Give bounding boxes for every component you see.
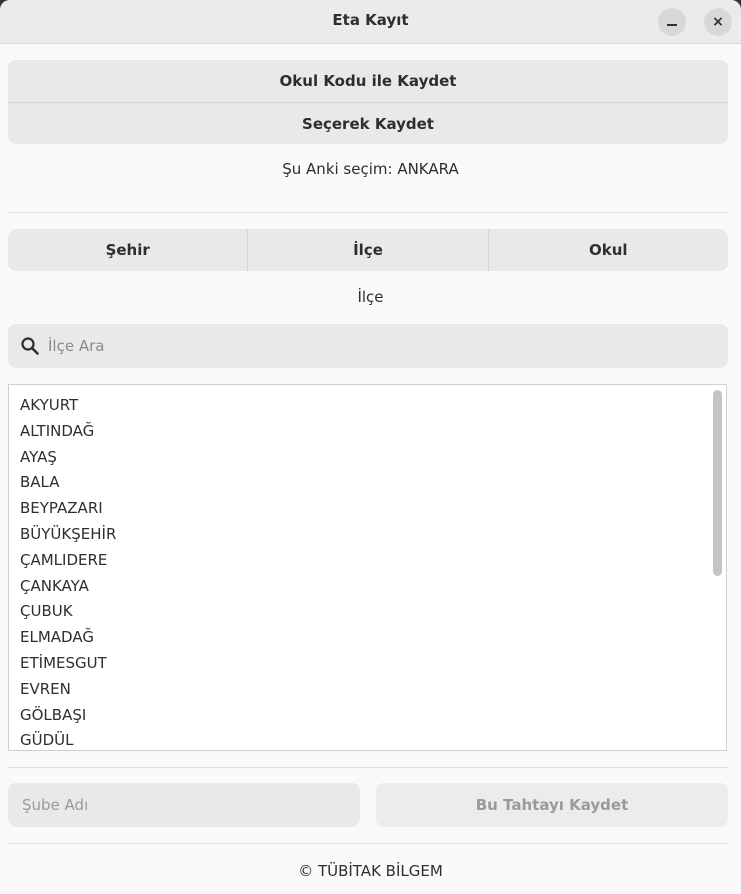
- branch-name-input[interactable]: [20, 795, 344, 815]
- close-icon: ×: [712, 14, 724, 30]
- list-item[interactable]: EVREN: [20, 679, 71, 698]
- list-item[interactable]: BALA: [20, 473, 60, 492]
- current-selection-text: Şu Anki seçim: ANKARA: [282, 160, 459, 178]
- close-button[interactable]: [704, 8, 732, 36]
- window-title: Eta Kayıt: [332, 11, 409, 29]
- list-item[interactable]: ÇANKAYA: [20, 576, 89, 595]
- footer-credit: © TÜBİTAK BİLGEM: [298, 862, 443, 880]
- tab-city[interactable]: Şehir: [105, 241, 150, 259]
- save-with-school-code-button[interactable]: Okul Kodu ile Kaydet: [279, 72, 457, 90]
- list-scrollbar[interactable]: [713, 390, 722, 576]
- selection-tabs: [8, 229, 728, 271]
- minimize-button[interactable]: [658, 8, 686, 36]
- list-item[interactable]: GÜDÜL: [20, 731, 74, 750]
- branch-name-field[interactable]: [8, 783, 360, 827]
- separator: [8, 212, 728, 213]
- list-item[interactable]: ÇUBUK: [20, 602, 73, 621]
- separator: [8, 843, 728, 844]
- list-item[interactable]: ETİMESGUT: [20, 653, 107, 672]
- list-item[interactable]: ELMADAĞ: [20, 628, 94, 647]
- list-item[interactable]: AKYURT: [20, 396, 79, 414]
- title-bar[interactable]: [0, 0, 741, 44]
- mode-button-group: [8, 60, 728, 144]
- save-by-selection-button[interactable]: Seçerek Kaydet: [8, 102, 728, 144]
- section-label: İlçe: [357, 288, 384, 306]
- tab-school[interactable]: Okul: [488, 229, 728, 271]
- district-list[interactable]: [8, 384, 727, 751]
- list-item[interactable]: ALTINDAĞ: [20, 421, 95, 440]
- district-search-input[interactable]: [46, 336, 690, 356]
- minimize-icon: [667, 24, 677, 26]
- separator: [8, 767, 728, 768]
- list-item[interactable]: ÇAMLIDERE: [20, 550, 108, 569]
- list-item[interactable]: BEYPAZARI: [20, 499, 103, 518]
- list-item[interactable]: GÖLBAŞI: [20, 705, 87, 724]
- list-item[interactable]: BÜYÜKŞEHİR: [20, 524, 117, 543]
- list-item[interactable]: AYAŞ: [20, 447, 57, 466]
- tab-district[interactable]: İlçe: [247, 229, 487, 271]
- district-search[interactable]: [8, 324, 728, 368]
- save-board-button[interactable]: Bu Tahtayı Kaydet: [376, 783, 728, 827]
- district-list-items: [9, 385, 726, 751]
- search-icon: [20, 336, 40, 356]
